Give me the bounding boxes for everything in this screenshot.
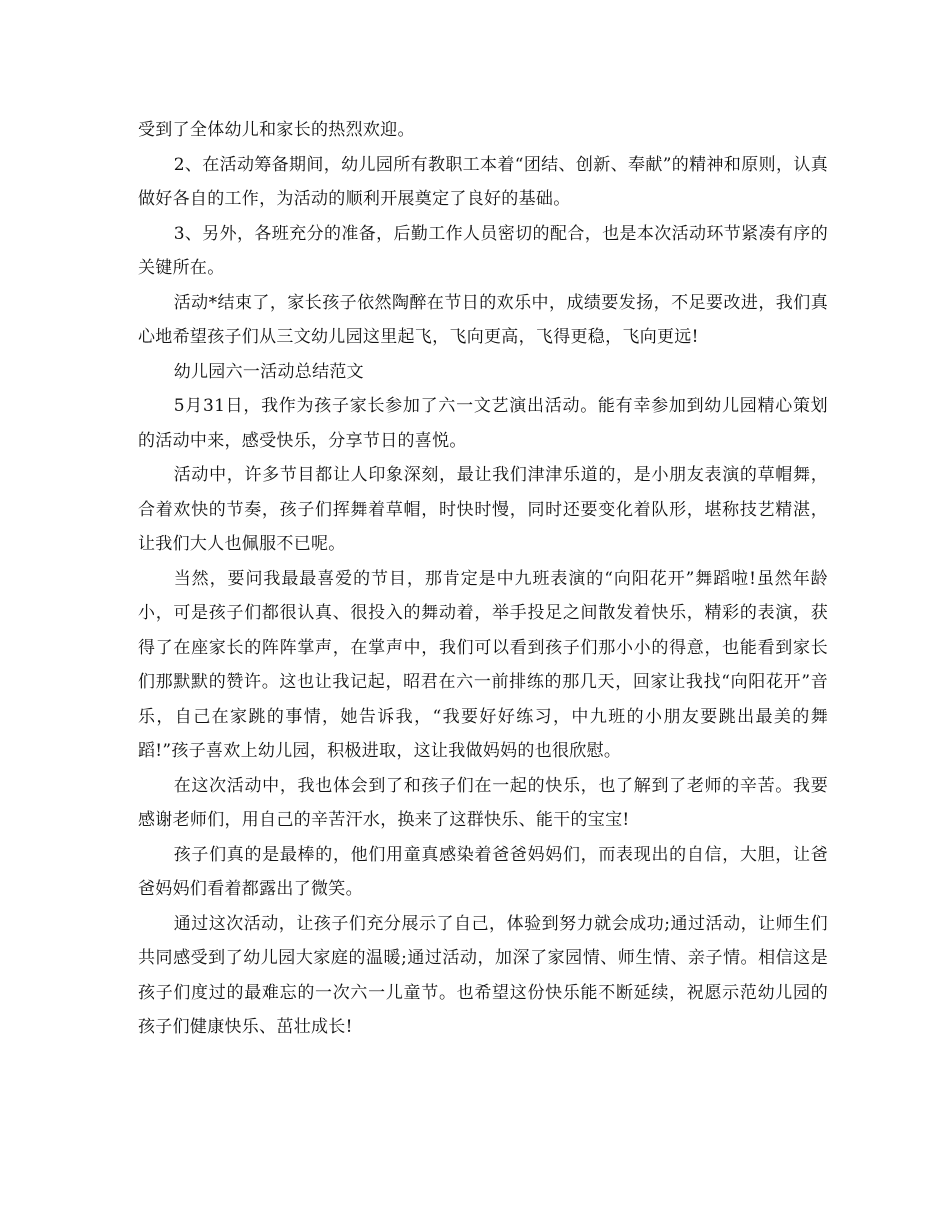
paragraph: 孩子们真的是最棒的，他们用童真感染着爸爸妈妈们，而表现出的自信，大胆，让爸爸妈妈们看着都露出了微笑。 <box>138 844 828 899</box>
paragraph: 通过这次活动，让孩子们充分展示了自己，体验到努力就会成功;通过活动，让师生们共同感受到了幼儿园大家庭的温暖;通过活动，加深了家园情、师生情、亲子情。相信这是孩子们度过的最难忘的一次六一儿童节。也希望这份快乐能不断延续，祝愿示范幼儿园的孩子们健康快乐、茁壮成长! <box>138 913 828 1037</box>
section-title: 幼儿园六一活动总结范文 <box>173 361 364 382</box>
paragraph: 当然，要问我最最喜爱的节目，那肯定是中九班表演的“向阳花开”舞蹈啦!虽然年龄小，可是孩子们都很认真、很投入的舞动着，举手投足之间散发着快乐，精彩的表演，获得了在座家长的阵阵掌声，在掌声中，我们可以看到孩子们那小小的得意，也能看到家长们那默默的赞许。这也让我记起，昭君在六一前排练的那几天，回家让我找“向阳花开”音乐，自己在家跳的事情，她告诉我，“我要好好练习，中九班的小朋友要跳出最美的舞蹈!”孩子喜欢上幼儿园，积极进取，这让我做妈妈的也很欣慰。 <box>138 568 828 761</box>
paragraph: 受到了全体幼儿和家长的热烈欢迎。 <box>138 120 415 140</box>
paragraph: 5月31日，我作为孩子家长参加了六一文艺演出活动。能有幸参加到幼儿园精心策划的活动中来，感受快乐，分享节日的喜悦。 <box>138 396 828 451</box>
document-body <box>138 113 828 1045</box>
paragraph: 2、在活动筹备期间，幼儿园所有教职工本着“团结、创新、奉献”的精神和原则，认真做好各自的工作，为活动的顺利开展奠定了良好的基础。 <box>138 154 828 209</box>
paragraph: 活动*结束了，家长孩子依然陶醉在节日的欢乐中，成绩要发扬，不足要改进，我们真心地希望孩子们从三文幼儿园这里起飞，飞向更高，飞得更稳，飞向更远! <box>138 292 828 347</box>
paragraph: 在这次活动中，我也体会到了和孩子们在一起的快乐，也了解到了老师的辛苦。我要感谢老师们，用自己的辛苦汗水，换来了这群快乐、能干的宝宝! <box>138 775 828 830</box>
paragraph: 3、另外，各班充分的准备，后勤工作人员密切的配合，也是本次活动环节紧凑有序的关键所在。 <box>138 223 828 278</box>
paragraph: 活动中，许多节目都让人印象深刻，最让我们津津乐道的，是小朋友表演的草帽舞，合着欢快的节奏，孩子们挥舞着草帽，时快时慢，同时还要变化着队形，堪称技艺精湛，让我们大人也佩服不已呢。 <box>138 465 828 554</box>
